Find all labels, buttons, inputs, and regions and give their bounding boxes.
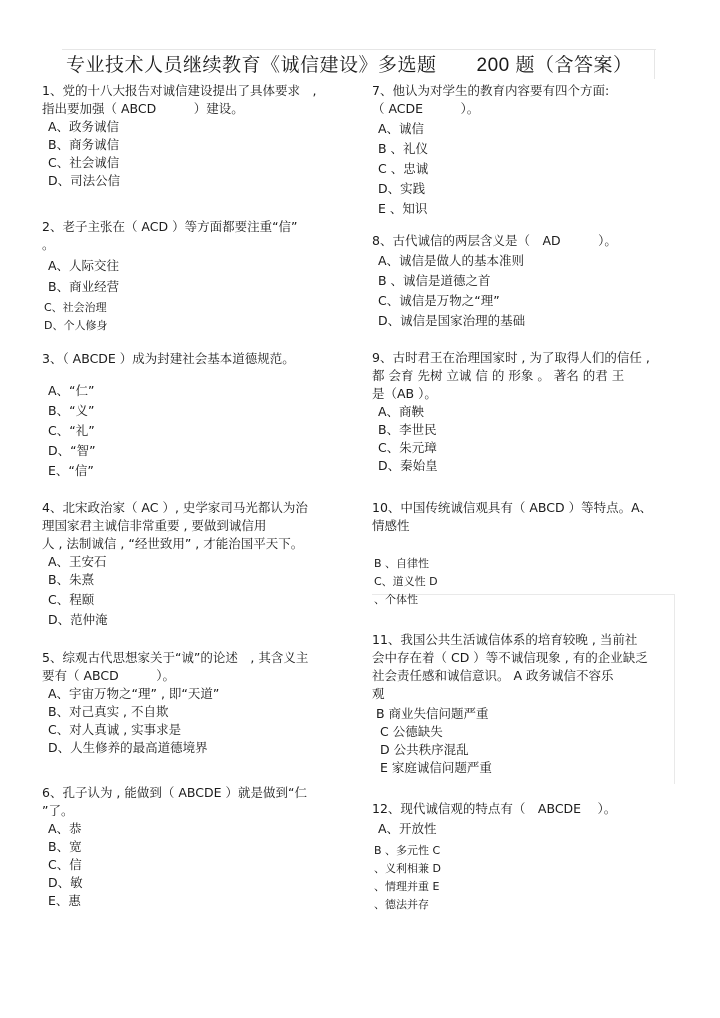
option-b: B 、自律性 <box>374 557 430 570</box>
option-b: B、朱熹 <box>48 572 95 587</box>
option-b: B、商业经营 <box>48 279 120 294</box>
question-12 <box>372 800 684 914</box>
question-7 <box>372 82 684 218</box>
option-c: C、诚信是万物之“理” <box>378 293 500 308</box>
option-e: E 、知识 <box>378 201 428 216</box>
question-10 <box>372 499 684 609</box>
question-stem: 9、古时君王在治理国家时 , 为了取得人们的信任 , 都 会育 先树 立诚 信 的 形象 。 著名 的君 王 是（AB ）。 <box>372 350 650 401</box>
option-d: D、敏 <box>48 875 83 890</box>
option-a: A、政务诚信 <box>48 119 120 134</box>
option-d: D、秦始皇 <box>378 458 438 473</box>
question-stem: 3、（ ABCDE ）成为封建社会基本道德规范。 <box>42 351 295 366</box>
option-a: A、恭 <box>48 821 82 836</box>
question-stem: 7、他认为对学生的教育内容要有四个方面: （ ACDE ）。 <box>372 83 610 116</box>
option-c: C、信 <box>48 857 82 872</box>
question-1 <box>42 82 352 190</box>
option-a: A、宇宙万物之“理” , 即“天道” <box>48 686 220 701</box>
question-stem: 11、我国公共生活诚信体系的培育较晚 , 当前社 会中存在着（ CD ）等不诚信现象 , 有的企业缺乏 社会责任感和诚信意识。 A 政务诚信不容乐 观 <box>372 632 648 701</box>
option-d: 、个体性 <box>374 593 418 606</box>
question-stem: 2、老子主张在（ ACD ）等方面都要注重“信” 。 <box>42 219 298 252</box>
option-b: B 、礼仪 <box>378 141 429 156</box>
option-b: B、宽 <box>48 839 82 854</box>
option-a: A、人际交往 <box>48 258 120 273</box>
option-d: D、实践 <box>378 181 426 196</box>
option-c: C、朱元璋 <box>378 440 437 455</box>
option-c: C、道义性 D <box>374 575 438 588</box>
option-a: A、诚信是做人的基本准则 <box>378 253 525 268</box>
option-a: A、商鞅 <box>378 404 425 419</box>
question-stem: 6、孔子认为 , 能做到（ ABCDE ）就是做到“仁 ”了。 <box>42 785 307 818</box>
question-9 <box>372 349 684 475</box>
option-e: E、“信” <box>48 463 94 478</box>
question-stem: 10、中国传统诚信观具有（ ABCD ）等特点。A、 情感性 <box>372 500 653 533</box>
option-c: C、“礼” <box>48 423 95 438</box>
option-a: A、王安石 <box>48 554 107 569</box>
option-c: C、对人真诚 , 实事求是 <box>48 722 182 737</box>
option-d: D、人生修养的最高道德境界 <box>48 740 208 755</box>
question-4 <box>42 499 352 629</box>
option-b: B 、诚信是道德之首 <box>378 273 491 288</box>
option-d: D 公共秩序混乱 <box>380 742 469 757</box>
question-stem: 8、古代诚信的两层含义是（ AD ）。 <box>372 233 617 248</box>
option-a: A、开放性 <box>378 821 437 836</box>
option-b: B 商业失信问题严重 <box>376 706 489 721</box>
option-b: B、李世民 <box>378 422 437 437</box>
title-frame-right <box>654 49 655 79</box>
option-e: E 家庭诚信问题严重 <box>380 760 492 775</box>
option-c: C、社会诚信 <box>48 155 120 170</box>
option-c: C、程颐 <box>48 592 95 607</box>
question-2 <box>42 218 352 335</box>
question-stem: 5、综观古代思想家关于“诚”的论述 , 其含义主 要有（ ABCD ）。 <box>42 650 309 683</box>
option-d: D、司法公信 <box>48 173 121 188</box>
question-stem: 12、现代诚信观的特点有（ ABCDE ）。 <box>372 801 617 816</box>
option-e: 、德法并存 <box>374 898 429 911</box>
question-6 <box>42 784 352 910</box>
option-d: D、范仲淹 <box>48 612 108 627</box>
option-b: B、“义” <box>48 403 95 418</box>
title-main: 专业技术人员继续教育《诚信建设》多选题 <box>66 54 437 76</box>
option-d: 、情理并重 E <box>374 880 440 893</box>
question-5 <box>42 649 352 757</box>
option-d: D、个人修身 <box>44 319 108 332</box>
option-c: 、义利相兼 D <box>374 862 441 875</box>
option-e: E、惠 <box>48 893 81 908</box>
page-title <box>66 50 633 77</box>
question-8 <box>372 232 684 330</box>
option-a: A、“仁” <box>48 383 95 398</box>
option-c: C、社会治理 <box>44 301 107 314</box>
option-a: A、诚信 <box>378 121 425 136</box>
question-11 <box>372 631 684 777</box>
question-3 <box>42 350 352 480</box>
option-b: B 、多元性 C <box>374 844 441 857</box>
title-count: 200 题（含答案） <box>476 55 633 76</box>
option-b: B、商务诚信 <box>48 137 120 152</box>
option-d: D、“智” <box>48 443 96 458</box>
option-d: D、诚信是国家治理的基础 <box>378 313 526 328</box>
option-b: B、对己真实 , 不自欺 <box>48 704 169 719</box>
question-stem: 1、党的十八大报告对诚信建设提出了具体要求 , 指出要加强（ ABCD ）建设。 <box>42 83 317 116</box>
option-c: C 、忠诚 <box>378 161 429 176</box>
question-stem: 4、北宋政治家（ AC ）, 史学家司马光都认为治 理国家君主诚信非常重要 , 要做到诚信用 人 , 法制诚信 , “经世致用” , 才能治国平天下。 <box>42 500 308 551</box>
option-c: C 公德缺失 <box>380 724 443 739</box>
